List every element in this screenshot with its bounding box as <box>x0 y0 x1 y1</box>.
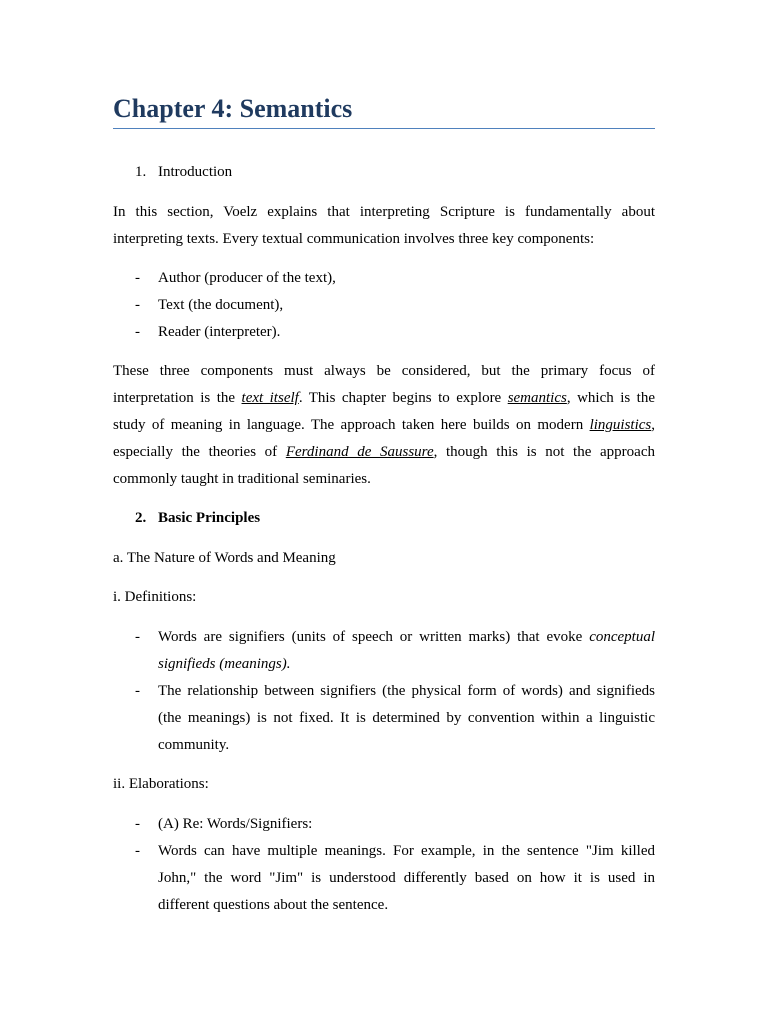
emphasized-term: text itself <box>241 390 299 406</box>
components-list <box>113 265 655 346</box>
section-number: 2. <box>135 510 147 526</box>
dash-bullet: - <box>135 629 140 645</box>
list-item-text: Words are signifiers (units of speech or written marks) that evoke <box>158 629 590 645</box>
title-underline-rule <box>113 128 655 129</box>
dash-bullet: - <box>135 297 140 313</box>
dash-bullet: - <box>135 324 140 340</box>
emphasized-term: conceptual signifieds (meanings). <box>158 629 655 672</box>
list-item-text: Reader (interpreter). <box>158 324 281 340</box>
focus-paragraph <box>113 358 655 493</box>
definitions-list <box>113 624 655 759</box>
list-item <box>113 678 655 759</box>
definitions-label: i. Definitions: <box>113 589 197 605</box>
intro-paragraph: In this section, Voelz explains that interpreting Scripture is fundamentally about interpreting texts. Every textual communication involves three key components: <box>113 204 655 247</box>
section-heading-introduction <box>135 159 232 186</box>
elaborations-label: ii. Elaborations: <box>113 776 209 792</box>
list-item <box>113 292 655 319</box>
paragraph-text: . This chapter begins to explore <box>298 390 508 406</box>
section-title: Introduction <box>158 164 233 180</box>
dash-bullet: - <box>135 816 140 832</box>
section-title: Basic Principles <box>158 510 261 526</box>
dash-bullet: - <box>135 683 140 699</box>
section-number: 1. <box>135 164 147 180</box>
list-item-text: Text (the document), <box>158 297 284 313</box>
list-item-text: Author (producer of the text), <box>158 270 336 286</box>
subheading-nature-of-words: a. The Nature of Words and Meaning <box>113 550 336 566</box>
list-item-text: The relationship between signifiers (the physical form of words) and signifieds (the meanings) is not fixed. It is determined by convention within a linguistic community. <box>158 683 655 753</box>
list-item <box>113 265 655 292</box>
paragraph-text: , especially the theories of <box>113 417 655 460</box>
emphasized-term: linguistics <box>589 417 652 433</box>
chapter-title: Chapter 4: Semantics <box>113 94 353 123</box>
emphasized-term: semantics <box>507 390 567 406</box>
list-item <box>113 624 655 678</box>
paragraph-text: , which is the study of meaning in language. The approach taken here builds on modern <box>113 390 655 433</box>
dash-bullet: - <box>135 843 140 859</box>
list-item-text: (A) Re: Words/Signifiers: <box>158 816 313 832</box>
paragraph-text: , though this is not the approach commonly taught in traditional seminaries. <box>113 444 655 487</box>
emphasized-term: Ferdinand de Saussure <box>285 444 434 460</box>
dash-bullet: - <box>135 270 140 286</box>
list-item <box>113 319 655 346</box>
elaborations-list <box>113 811 655 919</box>
list-item <box>113 811 655 838</box>
list-item-text: Words can have multiple meanings. For example, in the sentence "Jim killed John," the word "Jim" is understood differently based on how it is used in different questions about the sentence. <box>158 843 655 913</box>
list-item <box>113 838 655 919</box>
paragraph-text: These three components must always be considered, but the primary focus of interpretation is the <box>113 363 655 406</box>
section-heading-basic-principles <box>135 505 260 532</box>
